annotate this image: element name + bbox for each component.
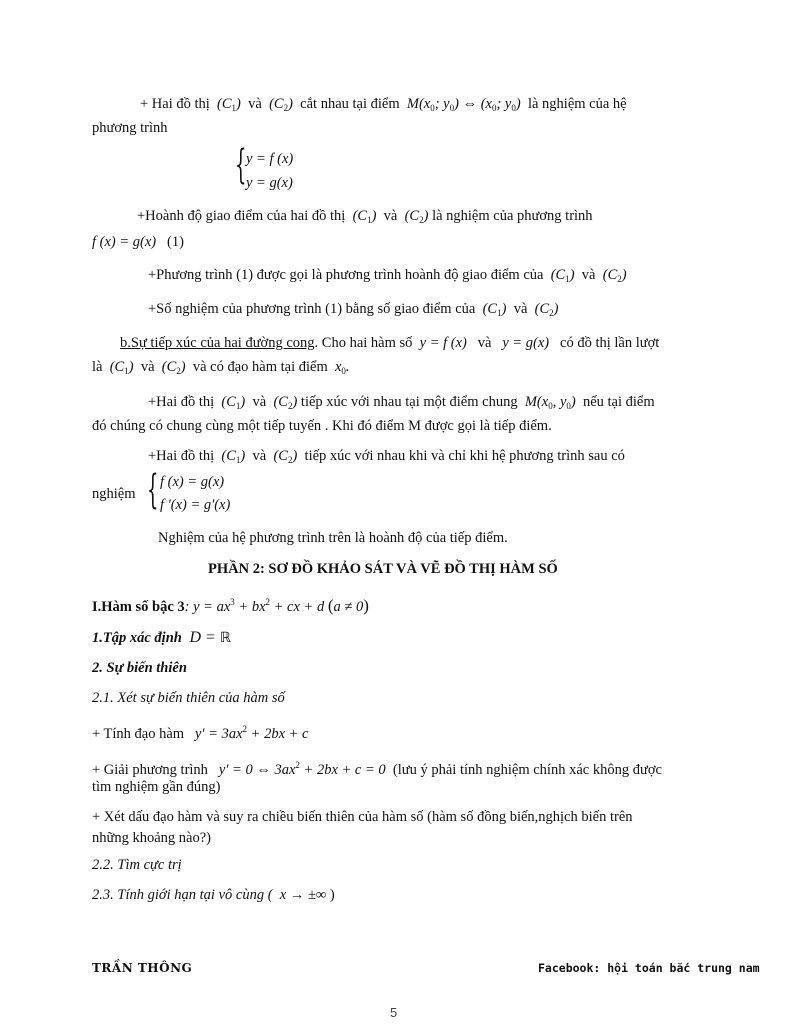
math-expression: $M(x_0$, $y_0$) [521,394,580,411]
math-expression: x → ±∞ [276,887,327,903]
math-expression: $(C_1)$ [348,208,381,225]
math-expression: $x_0$. [331,359,350,376]
math-expression: $M(x_0$; $y_0$) ⇔ ($x_0$; $y_0$) [403,96,525,113]
text: +Hoành độ giao điểm của hai đồ thị [137,208,346,224]
equation: f '(x) = g'(x) [160,497,231,513]
footer-author: TRẦN THÔNG [92,961,193,975]
text: và [252,448,267,464]
math-expression: $(C_1)$ [217,448,249,465]
text-line [92,233,184,251]
section-title: I.Hàm số bậc 3 [92,599,185,615]
math-expression: $(C_1)$ [213,96,245,113]
math-expression: $(C_1)$ [547,267,579,284]
text: và có đạo hàm tại điểm [192,359,328,375]
text-line: nghiệm [92,486,136,502]
text-line: Nghiệm của hệ phương trình trên là hoành độ của tiếp điểm. [158,530,508,546]
text-line [148,266,627,288]
text: và [140,359,155,375]
footer-facebook: Facebook: hội toán bắc trung nam [538,961,760,975]
text: và [252,394,267,410]
text-line [92,358,350,380]
text-line: 2.3. Tính giới hạn tại vô cùng ( x → ±∞ ) [92,887,335,903]
brace: { [147,467,159,513]
math-expression: : $y = ax^3 + bx^2$ + cx + d (a ≠ 0) [184,596,369,615]
text-line [92,756,662,779]
subsection-title: 2.1. Xét sự biến thiên của hàm số [92,690,285,706]
text-line: những khoảng nào?) [92,830,211,846]
text-line [92,417,552,435]
text: +Số nghiệm của phương trình (1) bằng số giao điểm của [148,301,476,317]
text: +Hai đồ thị [148,448,215,464]
text: tiếp xúc với nhau khi và chỉ khi hệ phương trình sau có [304,448,625,464]
text-line [148,393,655,415]
brace: { [235,142,247,188]
equation: y = g(x) [246,175,293,191]
subsection-title: 2.2. Tìm cực trị [92,857,182,873]
math-expression: y′ = 0 ⇔ $3ax^2 + 2bx + c = 0$ [211,760,390,778]
text: và [513,301,528,317]
text-line [140,95,627,117]
text: và [383,208,398,224]
page-number: 5 [390,1005,398,1020]
subheading: b.Sự tiếp xúc của hai đường cong [120,335,315,351]
text: tiếp xúc với nhau tại một điểm chung [300,394,518,410]
math-expression: $(C_1)$ [106,359,138,376]
text: và [248,96,262,112]
text: +Hai đồ thị [148,394,215,410]
math-expression: D = ℝ [185,629,231,646]
text: và [477,335,492,351]
text: phương trình [92,120,168,136]
text: + Tính đạo hàm [92,726,185,742]
text-line [92,593,369,616]
text-line [148,447,625,469]
text-line: + Xét dấu đạo hàm và suy ra chiều biến thiên của hàm số (hàm số đồng biến,nghịch biến trên [92,809,633,825]
text-line [92,629,231,647]
text: + Giải phương trình [92,762,208,778]
section-heading: PHẦN 2: SƠ ĐỒ KHẢO SÁT VÀ VẼ ĐỒ THỊ HÀM SỐ [208,561,558,577]
equation: f (x) = g(x) [160,474,225,490]
math-expression: $y' = 3ax^2 + 2bx + c$ [187,724,309,742]
math-expression: $(C_1)$ [217,394,249,411]
text: nếu tại điểm [582,394,655,410]
math-expression: $(C_2)$ [599,267,627,284]
text: là [92,359,103,375]
math-expression: $(C_2)$ [265,96,297,113]
text-line [120,334,659,352]
math-expression: $(C_2)$ [158,359,190,376]
math-expression: $(C_2)$ [269,394,298,411]
text: (lưu ý phải tính nghiệm chính xác không được [392,762,662,778]
text-line: tìm nghiệm gần đúng) [92,779,221,795]
text: +Phương trình (1) được gọi là phương trình hoành độ giao điểm của [148,267,544,283]
math-expression: $(C_2)$ [269,448,301,465]
text: và [581,267,596,283]
text: đó chúng có chung cùng một tiếp tuyến . Khi đó điểm M được gọi là tiếp điểm. [92,418,552,434]
text: (1) [167,234,184,250]
math-expression: $(C_2)$ [531,301,559,318]
text: + Hai đồ thị [140,96,210,112]
math-expression: $(C_1)$ [478,301,511,318]
math-expression: y = f (x) [416,335,475,351]
math-expression: f (x) = g(x) [92,234,164,250]
text: . Cho hai hàm số [314,335,413,351]
subsection-title: 1.Tập xác định [92,630,182,646]
subsection-title: 2. Sự biến thiên [92,660,187,676]
text: cắt nhau tại điểm [300,96,400,112]
equation: y = f (x) [246,151,294,167]
text: là nghiệm của hệ [527,96,627,112]
text-line [148,300,558,322]
text: là nghiệm của phương trình [432,208,593,224]
math-expression: $(C_2)$ [400,208,429,225]
text-line [92,720,308,743]
subsection-title: 2.3. Tính giới hạn tại vô cùng ( [92,887,273,903]
text-line [92,119,168,137]
text-line [137,207,593,229]
math-expression: y = g(x) [495,335,557,351]
text: có đồ thị lần lượt [560,335,660,351]
